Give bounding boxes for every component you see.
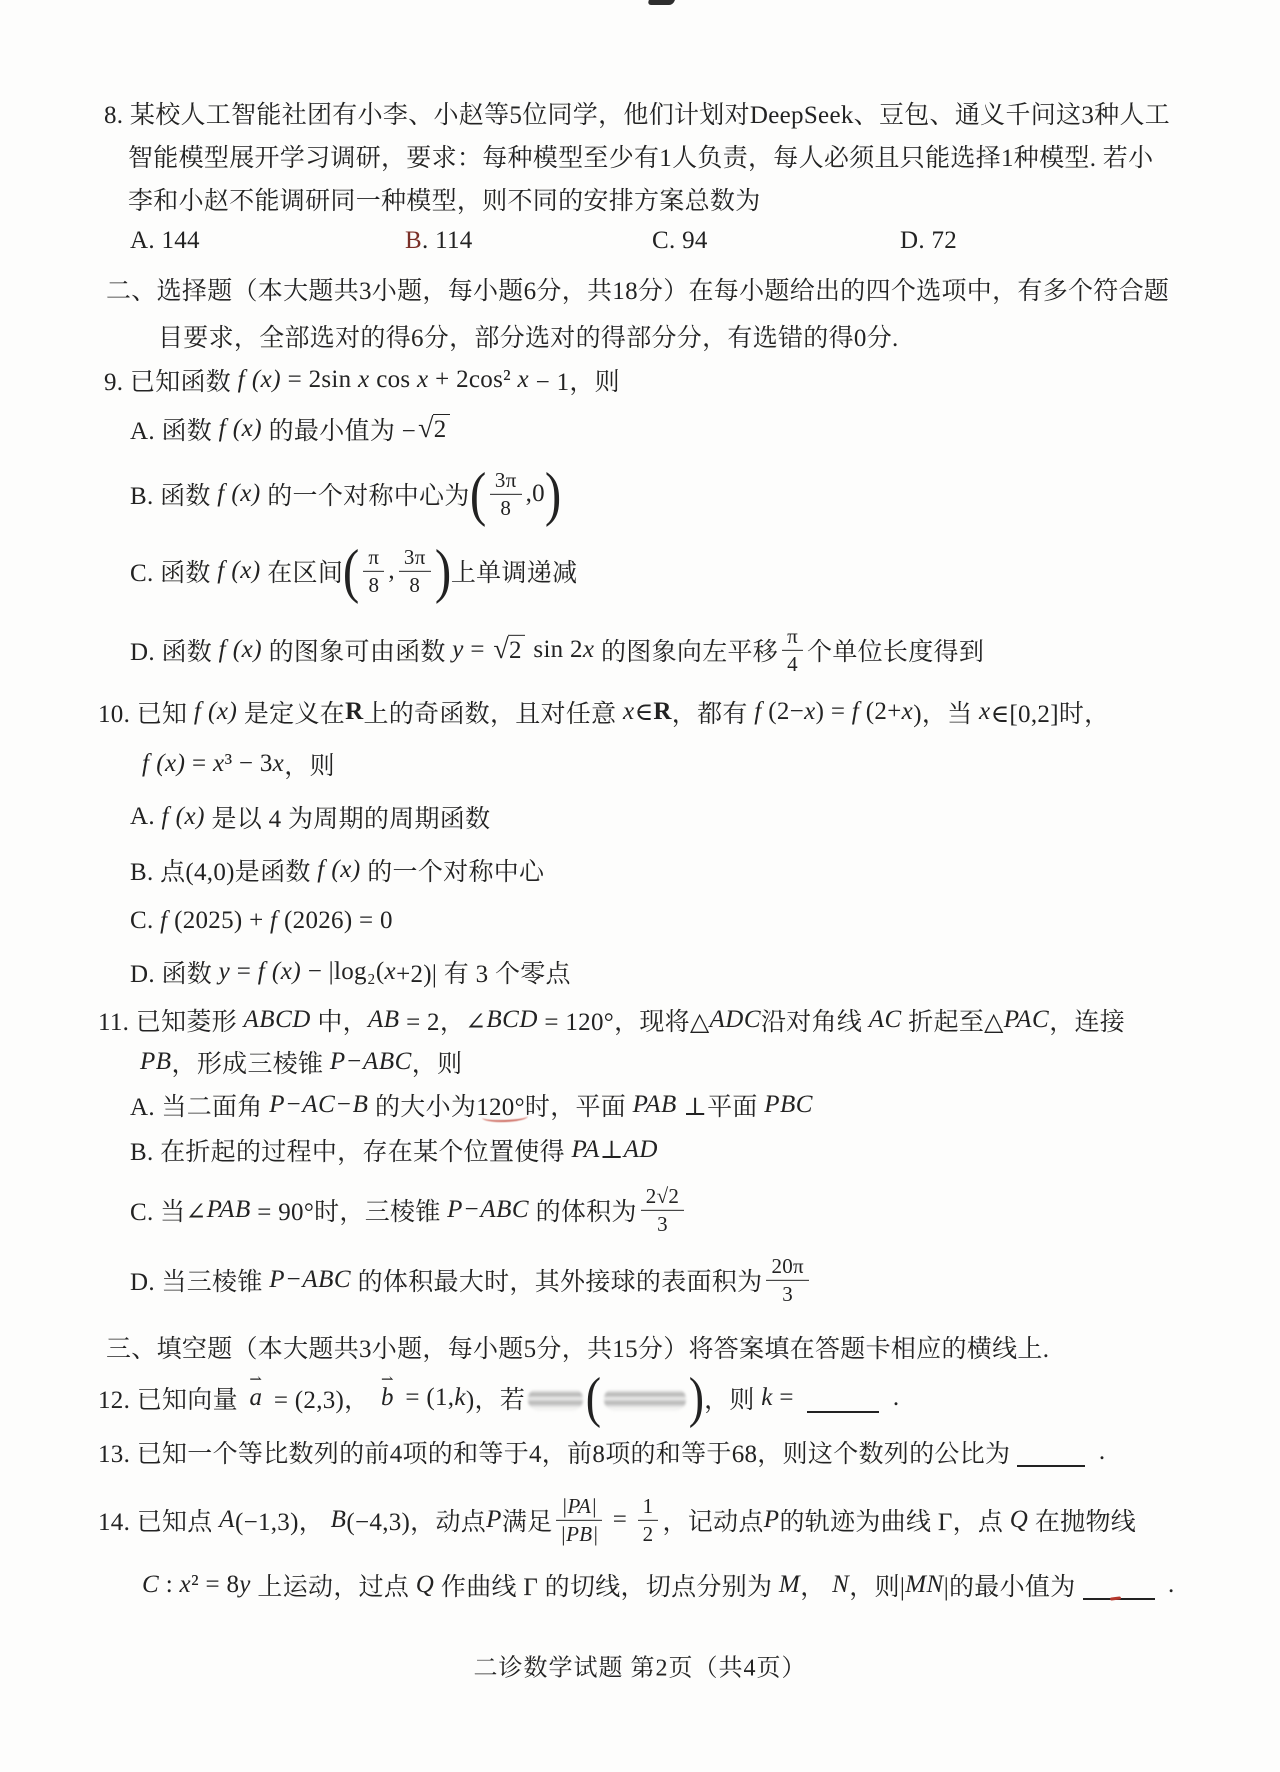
text-run: 上运动，过点 xyxy=(250,1574,416,1601)
math-run: P−ABC xyxy=(269,1266,352,1293)
text-run: C. 当∠ xyxy=(130,1199,207,1226)
math-run: MN xyxy=(905,1571,944,1598)
q11-line2 xyxy=(140,1044,462,1080)
text-run: 10. 已知 xyxy=(98,701,194,728)
text-run: ² = 8 xyxy=(191,1571,240,1598)
text-run: B. 点(4,0)是函数 xyxy=(130,859,318,886)
q14-line1 xyxy=(98,1495,1136,1545)
text-run: 9. 已知函数 xyxy=(104,369,238,396)
red-tick-mark xyxy=(1110,1596,1121,1600)
q8-option-b xyxy=(405,227,473,255)
text-run: = (1, xyxy=(398,1384,455,1411)
math-run: x xyxy=(179,1571,192,1598)
q9-option-a xyxy=(130,411,452,447)
fraction: $\frac{\pi}{4}$ xyxy=(782,625,803,675)
text-run: cos xyxy=(369,366,417,393)
fraction: $\frac{|PA|}{|PB|}$ xyxy=(556,1495,602,1545)
text-run: 上的奇函数，且对任意 xyxy=(363,701,623,728)
math-run: x xyxy=(517,366,530,393)
math-run: f (x) xyxy=(218,415,263,442)
text-run: D. 当三棱锥 xyxy=(130,1269,270,1296)
text-run: B. 在折起的过程中，存在某个位置使得 xyxy=(130,1139,572,1166)
math-run: f (x) xyxy=(193,698,238,725)
math-run: x xyxy=(416,366,429,393)
text-run: ³ − 3 xyxy=(224,750,273,777)
bold-math-run: R xyxy=(345,698,364,725)
fraction: $\frac{2√2}{3}$ xyxy=(641,1185,684,1235)
text-run: = 120°，现将△ xyxy=(537,1009,710,1036)
math-run: PAC xyxy=(1003,1006,1050,1033)
q10-line2 xyxy=(142,746,335,782)
text-run: ，则 xyxy=(284,753,335,780)
math-run: f (x) xyxy=(257,958,302,985)
math-run: f (x) xyxy=(237,366,282,393)
q10-option-c xyxy=(130,907,393,935)
text-run: ，则| xyxy=(849,1574,906,1601)
math-run: Q xyxy=(415,1571,435,1598)
text-run: ) = xyxy=(815,698,852,725)
math-run: f (x) xyxy=(142,750,186,777)
text-run: 的轨迹为曲线 Γ，点 xyxy=(779,1509,1010,1536)
text-run: (2025) + xyxy=(167,907,271,934)
fraction: $\frac{3\pi}{8}$ xyxy=(399,546,431,596)
section3-header xyxy=(106,1329,1049,1365)
q14-line2 xyxy=(142,1567,1175,1603)
math-run: x xyxy=(384,958,397,985)
math-run: P xyxy=(763,1506,780,1533)
math-run: x xyxy=(272,750,285,777)
math-run: PBC xyxy=(764,1091,813,1118)
q8-line1 xyxy=(104,95,1170,131)
text-run: 13. 已知一个等比数列的前4项的和等于4，前8项的和等于68，则这个数列的公比为 xyxy=(98,1441,1011,1468)
q10-option-d xyxy=(130,954,571,990)
text-run: . xyxy=(1161,1571,1175,1598)
text-run: − |log₂( xyxy=(301,958,385,985)
text-run: 折起至△ xyxy=(901,1009,1004,1036)
text-run: sin 2 xyxy=(526,636,583,663)
math-run: AC xyxy=(868,1006,902,1033)
text-run: )，当 xyxy=(913,701,980,728)
math-run: A xyxy=(219,1506,235,1533)
math-run: f xyxy=(270,907,278,934)
fraction: $\frac{3\pi}{8}$ xyxy=(490,469,522,519)
text-run: 14. 已知点 xyxy=(98,1509,220,1536)
text-run: D. 72 xyxy=(900,227,958,254)
math-run: x xyxy=(358,366,370,393)
text-run: C. 94 xyxy=(652,227,708,254)
text-run: 是定义在 xyxy=(237,701,346,728)
text-run: D. 函数 xyxy=(130,961,219,988)
math-run: C xyxy=(142,1571,160,1598)
text-run: ⊥平面 xyxy=(676,1094,765,1121)
math-run: f (x) xyxy=(161,803,205,830)
text-run: (−4,3)，动点 xyxy=(346,1509,487,1536)
q8-option-a xyxy=(130,227,200,255)
math-run: f (x) xyxy=(217,557,261,584)
text-run: . 114 xyxy=(421,227,473,254)
q12-stem: 12. 已知向量 a ⇀ = (2,3)， b ⇀ = (1, k )，若 ( ) ，则 k = . xyxy=(98,1367,900,1429)
math-run: y xyxy=(218,958,231,985)
text-run: ⊥ xyxy=(599,1137,624,1164)
text-run: − 1，则 xyxy=(529,369,620,396)
math-run: x xyxy=(804,698,816,725)
fraction: $\frac{\pi}{8}$ xyxy=(363,546,384,596)
text-run: 11. 已知菱形 xyxy=(98,1009,244,1036)
text-run: ，连接 xyxy=(1049,1009,1126,1036)
text-run: A. xyxy=(130,803,162,830)
text-run: 二、选择题（本大题共3小题，每小题6分，共18分）在每小题给出的四个选项中，有多个符合题 xyxy=(106,278,1170,305)
q9-stem xyxy=(104,362,620,398)
fraction: $\frac{1}{2}$ xyxy=(638,1495,659,1545)
text-run: , xyxy=(388,557,395,584)
text-run: 12. 已知向量 xyxy=(98,1387,245,1414)
text-run: 的一个对称中心为 xyxy=(260,483,470,510)
text-run: 李和小赵不能调研同一种模型，则不同的安排方案总数为 xyxy=(128,188,761,215)
math-run: y xyxy=(452,636,464,663)
text-run: = xyxy=(230,958,258,985)
smudge-mark xyxy=(604,1388,686,1411)
math-run: PB xyxy=(140,1048,172,1075)
q8-line2 xyxy=(128,138,1153,174)
math-run: P−ABC xyxy=(329,1048,412,1075)
text-run: 中， xyxy=(310,1009,368,1036)
text-run: ， xyxy=(800,1574,833,1601)
text-run: ,0 xyxy=(525,480,545,507)
text-run: = xyxy=(185,750,213,777)
math-run: f (x) xyxy=(217,480,261,507)
text-run: 的大小为120°时，平面 xyxy=(368,1094,633,1121)
math-run: P−AC−B xyxy=(269,1091,369,1118)
q8-option-c xyxy=(652,227,708,255)
text-run: D. 函数 xyxy=(130,639,219,666)
text-run: (2− xyxy=(761,698,805,725)
math-run: x xyxy=(582,636,595,663)
text-run: A. 当二面角 xyxy=(130,1094,270,1121)
q8-line3 xyxy=(128,181,761,217)
math-run: ABCD xyxy=(243,1006,311,1033)
q11-option-d xyxy=(130,1255,813,1305)
q11-option-b xyxy=(130,1132,658,1168)
text-run: ，都有 xyxy=(671,701,755,728)
math-run: x xyxy=(979,698,991,725)
math-run: x xyxy=(212,750,225,777)
text-run: (2+ xyxy=(859,698,902,725)
answer-blank xyxy=(807,1397,879,1413)
sqrt-expression: √ 2 xyxy=(493,635,524,665)
page-edge-artifact xyxy=(647,0,675,5)
text-run: 的体积为 xyxy=(529,1199,637,1226)
math-run: f xyxy=(851,698,860,725)
text-run: 8. 某校人工智能社团有小李、小赵等5位同学，他们计划对DeepSeek、豆包、通义千问这3种人工 xyxy=(104,102,1171,129)
q9-option-d xyxy=(130,625,984,675)
q10-line1 xyxy=(98,694,1109,730)
text-run: 在区间 xyxy=(260,560,344,587)
q11-line1 xyxy=(98,1002,1125,1038)
text-run: 是以 4 为周期的周期函数 xyxy=(204,806,491,833)
text-run: ，则 xyxy=(704,1387,762,1414)
math-run: f (x) xyxy=(317,856,361,883)
text-run: ，形成三棱锥 xyxy=(171,1051,330,1078)
math-run: P xyxy=(486,1506,502,1533)
text-run: = (2,3)， xyxy=(267,1387,377,1414)
math-run: k xyxy=(454,1384,466,1411)
text-run: + 2cos² xyxy=(428,366,518,393)
math-run: PAB xyxy=(206,1196,251,1223)
text-run: +2)| 有 3 个零点 xyxy=(396,961,571,988)
q11-option-c xyxy=(130,1185,688,1235)
text-run: 的最小值为 − xyxy=(262,418,417,445)
math-run: Q xyxy=(1009,1506,1029,1533)
text-run: . xyxy=(886,1384,900,1411)
vector-symbol: a ⇀ xyxy=(249,1372,263,1411)
text-run: C. 函数 xyxy=(130,560,218,587)
answer-blank xyxy=(1017,1451,1085,1467)
math-run: PA xyxy=(571,1136,600,1163)
math-run: x xyxy=(623,698,635,725)
text-run: : xyxy=(159,1571,180,1598)
page-footer: 二诊数学试题 第2页（共4页） xyxy=(473,1655,807,1682)
math-run: BCD xyxy=(486,1006,538,1033)
math-run: ADC xyxy=(709,1006,761,1033)
math-run: P−ABC xyxy=(447,1196,530,1223)
math-run: f xyxy=(160,907,168,934)
math-run: f xyxy=(754,698,762,725)
text-run: 的图象向左平移 xyxy=(594,639,779,666)
text-run: C. xyxy=(130,907,161,934)
text-run: )，若 xyxy=(465,1387,526,1414)
text-run: 的一个对称中心 xyxy=(360,859,545,886)
section2-header-line2 xyxy=(158,318,899,354)
math-run: AB xyxy=(367,1006,400,1033)
text-run: = xyxy=(772,1384,801,1411)
text-run: B xyxy=(405,227,422,254)
text-run: ，则 xyxy=(411,1051,463,1078)
section2-header-line1 xyxy=(106,271,1169,307)
text-run: = 2，∠ xyxy=(399,1009,487,1036)
math-run: y xyxy=(239,1571,251,1598)
text-run: 三、填空题（本大题共3小题，每小题5分，共15分）将答案填在答题卡相应的横线上. xyxy=(106,1336,1050,1363)
q9-option-c: C. 函数 f (x) 在区间 ( $\frac{\pi}{8}$ , $\frac{3\pi}{8}$ ) 上单调递减 xyxy=(130,538,578,604)
q9-option-b: B. 函数 f (x) 的一个对称中心为 ( $\frac{3\pi}{8}$ ,0 ) xyxy=(130,461,562,527)
text-run: = 2sin xyxy=(281,366,359,393)
math-run: k xyxy=(761,1384,773,1411)
text-run: = 90°时，三棱锥 xyxy=(250,1199,448,1226)
q11-option-a xyxy=(130,1087,813,1123)
q8-option-d xyxy=(900,227,957,255)
text-run: (2026) = 0 xyxy=(277,907,393,934)
q10-option-b xyxy=(130,852,544,888)
math-run: M xyxy=(778,1571,801,1598)
math-run: x xyxy=(901,698,914,725)
math-run: f (x) xyxy=(218,636,263,663)
smudge-mark xyxy=(528,1388,583,1411)
text-run: (−1,3)， xyxy=(234,1509,331,1536)
text-run: A. 函数 xyxy=(130,418,219,445)
text-run: = xyxy=(463,636,492,663)
text-run: 作曲线 Γ 的切线，切点分别为 xyxy=(434,1574,779,1601)
text-run: |的最小值为 xyxy=(943,1574,1076,1601)
text-run: ∈ xyxy=(634,699,654,726)
math-run: N xyxy=(832,1571,850,1598)
text-run: 沿对角线 xyxy=(761,1009,869,1036)
text-run: ∈[0,2]时， xyxy=(990,701,1110,728)
math-run: PAB xyxy=(632,1091,677,1118)
text-run: ，记动点 xyxy=(662,1509,764,1536)
math-run: B xyxy=(330,1506,347,1533)
vector-symbol: b ⇀ xyxy=(380,1372,394,1411)
text-run: . xyxy=(1092,1438,1106,1465)
text-run: 的图象可由函数 xyxy=(262,639,453,666)
text-run: 满足 xyxy=(501,1509,553,1536)
q10-option-a xyxy=(130,799,490,835)
q13-stem xyxy=(98,1434,1105,1470)
answer-blank xyxy=(1083,1584,1155,1600)
text-run: = xyxy=(606,1506,634,1533)
math-run: AD xyxy=(623,1136,658,1163)
text-run: 目要求，全部选对的得6分，部分选对的得部分分，有选错的得0分. xyxy=(158,325,899,352)
fraction: $\frac{20\pi}{3}$ xyxy=(766,1255,809,1305)
text-run: 智能模型展开学习调研，要求：每种模型至少有1人负责，每人必须且只能选择1种模型. 若小 xyxy=(128,145,1154,172)
bold-math-run: R xyxy=(653,698,672,725)
text-run: 的体积最大时，其外接球的表面积为 xyxy=(351,1269,763,1296)
text-run: A. 144 xyxy=(130,227,200,254)
sqrt-expression: √ 2 xyxy=(418,414,449,444)
text-run: B. 函数 xyxy=(130,483,218,510)
text-run: 上单调递减 xyxy=(450,560,578,587)
text-run: 在抛物线 xyxy=(1028,1509,1137,1536)
text-run: 个单位长度得到 xyxy=(807,639,985,666)
